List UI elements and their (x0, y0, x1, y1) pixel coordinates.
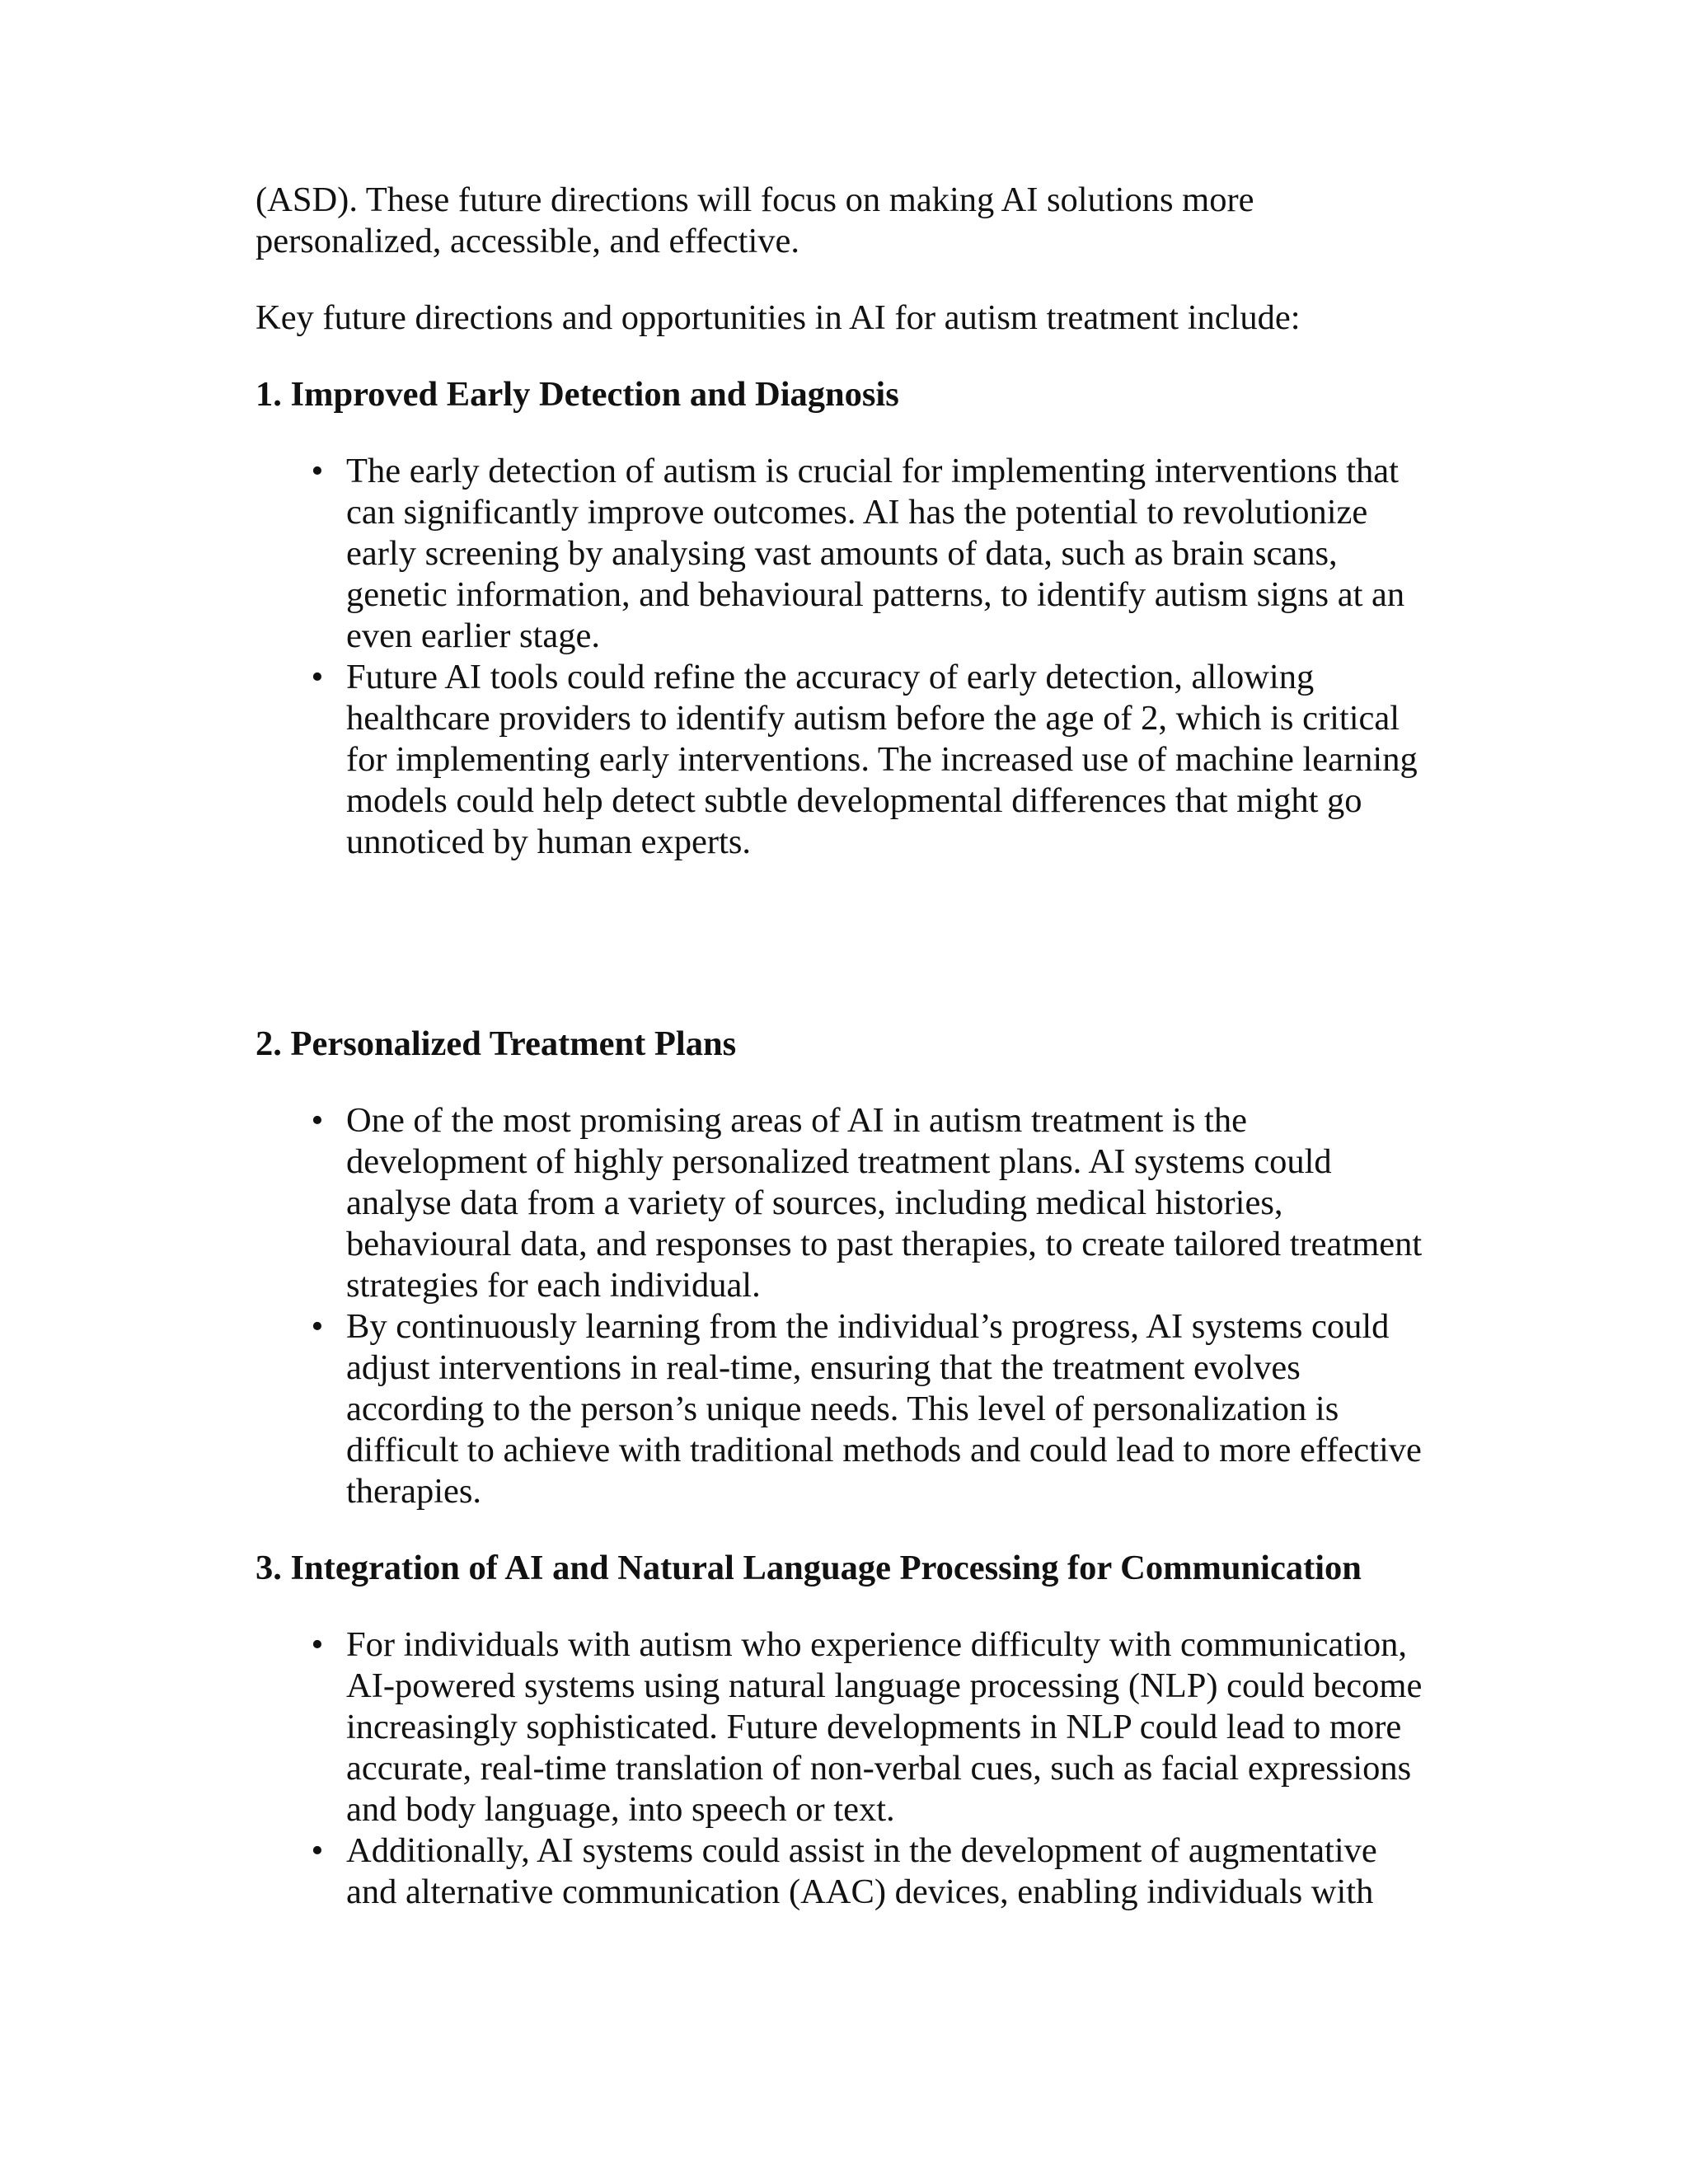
list-item (256, 1306, 1426, 1512)
bullet-icon: • (311, 658, 324, 696)
list-item-text: The early detection of autism is crucial for implementing interventions that can significantly improve outcomes. AI has the potential to revolutionize early screening by analysing vast amounts of data, such as brain scans, genetic information, and behavioural patterns, to identify autism signs at an even earlier stage. (346, 452, 1405, 655)
bullet-icon: • (311, 1101, 324, 1140)
intro-paragraph: (ASD). These future directions will focus on making AI solutions more personalized, accessible, and effective. (256, 180, 1254, 260)
document-page (256, 180, 1426, 1913)
bullet-icon: • (311, 1831, 324, 1870)
section-spacer (256, 1512, 1426, 1548)
section-1-bullet-list (256, 451, 1426, 863)
list-item-text: For individuals with autism who experience difficulty with communication, AI-powered systems using natural language processing (NLP) could become increasingly sophisticated. Future developments in NLP could lead to more accurate, real-time translation of non-verbal cues, such as facial expressions and body language, into speech or text. (346, 1625, 1423, 1829)
section-3-heading: 3. Integration of AI and Natural Language Processing for Communication (256, 1549, 1362, 1587)
bullet-icon: • (311, 452, 324, 490)
bullet-icon: • (311, 1625, 324, 1664)
list-item-text: Future AI tools could refine the accuracy of early detection, allowing healthcare providers to identify autism before the age of 2, which is critical for implementing early interventions. The increased use of machine learning models could help detect subtle developmental differences that might go unnoticed by human experts. (346, 658, 1418, 861)
list-item (256, 451, 1426, 657)
section-spacer (256, 863, 1426, 1024)
list-item-text: One of the most promising areas of AI in autism treatment is the development of highly personalized treatment plans. AI systems could analyse data from a variety of sources, including medical histories, behavioural data, and responses to past therapies, to create tailored treatment strategies for each individual. (346, 1101, 1423, 1305)
lead-paragraph: Key future directions and opportunities in AI for autism treatment include: (256, 298, 1301, 337)
list-item (256, 657, 1426, 863)
section-2-heading: 2. Personalized Treatment Plans (256, 1024, 737, 1063)
section-1-heading: 1. Improved Early Detection and Diagnosis (256, 375, 899, 414)
section-3-bullet-list (256, 1624, 1426, 1913)
list-item (256, 1830, 1426, 1913)
bullet-icon: • (311, 1307, 324, 1346)
list-item-text: By continuously learning from the individual’s progress, AI systems could adjust interventions in real-time, ensuring that the treatment evolves according to the person’s unique needs. This level of personalization is difficult to achieve with traditional methods and could lead to more effective therapies. (346, 1307, 1422, 1511)
list-item (256, 1624, 1426, 1830)
list-item-text: Additionally, AI systems could assist in the development of augmentative and alternative communication (AAC) devices, enabling individuals with (346, 1831, 1377, 1911)
list-item (256, 1100, 1426, 1306)
section-2-bullet-list (256, 1100, 1426, 1512)
